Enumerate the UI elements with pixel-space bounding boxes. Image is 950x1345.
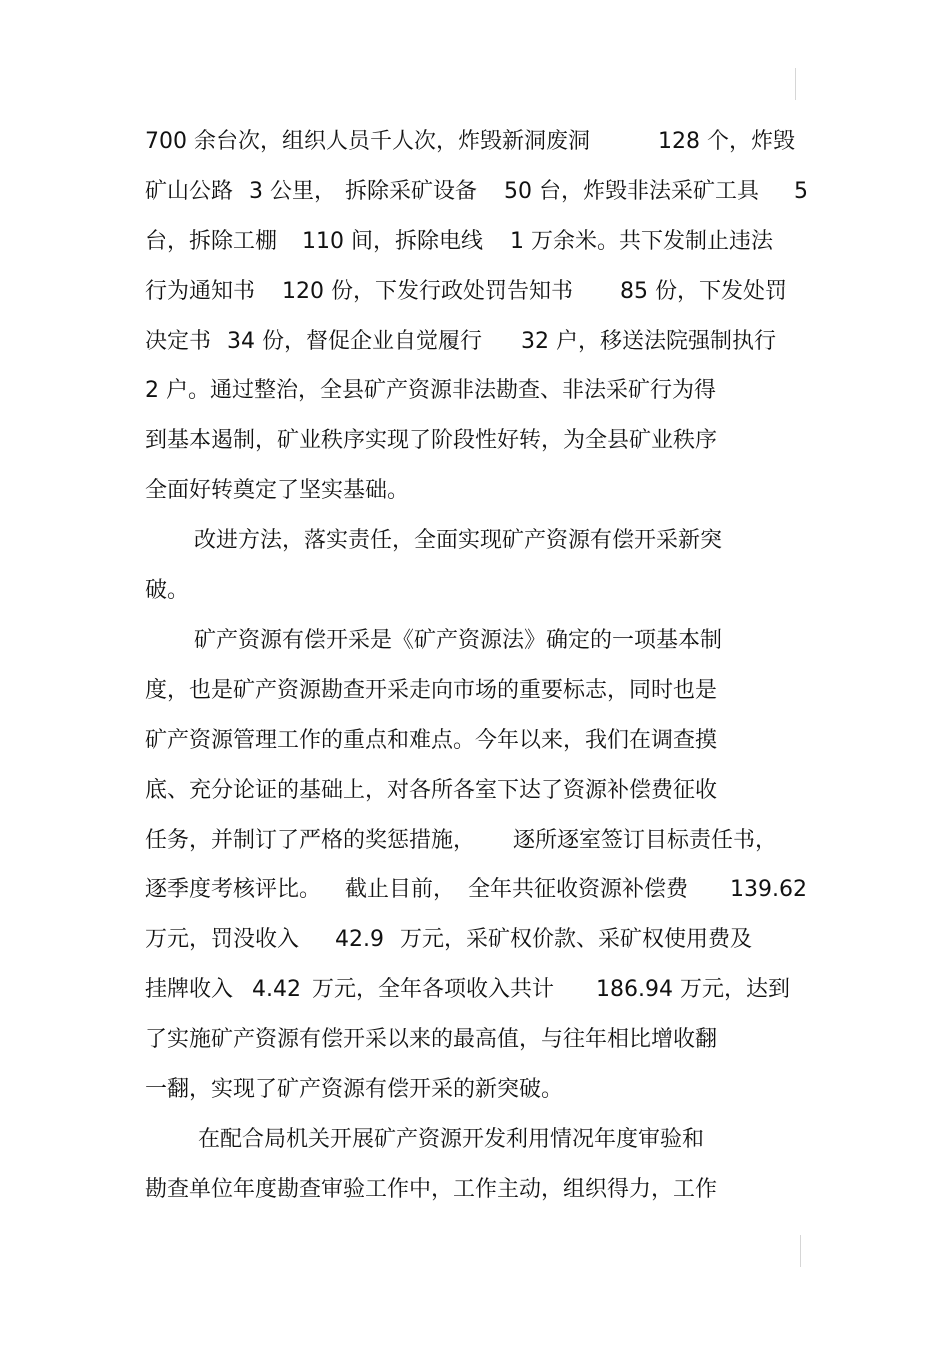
text-segment: 3 公里， (249, 179, 336, 204)
text-line (0, 821, 950, 861)
text-segment: 破。 (145, 578, 190, 603)
text-line (0, 172, 950, 212)
text-segment: 矿山公路 (145, 179, 234, 204)
text-line (0, 322, 950, 362)
text-segment: 底、充分论证的基础上，对各所各室下达了资源补偿费征收 (145, 778, 718, 803)
text-segment: 2 户。通过整治，全县矿产资源非法勘查、非法采矿行为得 (145, 378, 716, 403)
text-segment: 万元，全年各项收入共计 (312, 977, 555, 1002)
text-segment: 矿产资源有偿开采是《矿产资源法》确定的一项基本制 (194, 628, 723, 653)
text-line (0, 671, 950, 711)
text-segment: 50 台，炸毁非法采矿工具 (504, 179, 759, 204)
text-line (0, 870, 950, 910)
text-line (0, 1120, 950, 1160)
text-line (0, 721, 950, 761)
text-segment: 120 份，下发行政处罚告知书 (282, 279, 573, 304)
text-line (0, 222, 950, 262)
text-segment: 万元，达到 (680, 977, 791, 1002)
text-segment: 34 份，督促企业自觉履行 (227, 329, 482, 354)
text-segment: 4.42 (252, 977, 301, 1002)
text-line (0, 1020, 950, 1060)
text-line (0, 771, 950, 811)
text-line (0, 371, 950, 411)
text-segment: 128 个，炸毁 (658, 129, 795, 154)
text-segment: 截止目前， (345, 877, 456, 902)
text-segment: 逐所逐室签订目标责任书， (513, 828, 778, 853)
text-segment: 85 份，下发处罚 (620, 279, 787, 304)
text-line (0, 970, 950, 1010)
text-segment: 万元，罚没收入 (145, 927, 300, 952)
text-segment: 到基本遏制，矿业秩序实现了阶段性好转，为全县矿业秩序 (145, 428, 718, 453)
text-line (0, 1170, 950, 1210)
text-segment: 在配合局机关开展矿产资源开发利用情况年度审验和 (198, 1127, 705, 1152)
text-line (0, 272, 950, 312)
text-segment: 139.62 (730, 877, 807, 902)
text-segment: 一翻，实现了矿产资源有偿开采的新突破。 (145, 1077, 564, 1102)
text-segment: 186.94 (596, 977, 673, 1002)
text-segment: 任务，并制订了严格的奖惩措施， (145, 828, 476, 853)
text-segment: 1 万余米。共下发制止违法 (510, 229, 773, 254)
text-segment: 改进方法，落实责任，全面实现矿产资源有偿开采新突 (194, 528, 723, 553)
text-segment: 拆除采矿设备 (345, 179, 478, 204)
text-line (0, 920, 950, 960)
text-line (0, 1070, 950, 1110)
text-segment: 110 间，拆除电线 (302, 229, 483, 254)
text-segment: 42.9 (335, 927, 384, 952)
text-segment: 台，拆除工棚 (145, 229, 278, 254)
paragraph-heading (0, 521, 950, 561)
text-segment: 了实施矿产资源有偿开采以来的最高值，与往年相比增收翻 (145, 1027, 718, 1052)
page-corner-mark-top-right (795, 68, 796, 100)
text-segment: 全年共征收资源补偿费 (468, 877, 689, 902)
text-segment: 5 (794, 179, 808, 204)
text-segment: 万元，采矿权价款、采矿权使用费及 (400, 927, 753, 952)
text-segment: 挂牌收入 (145, 977, 234, 1002)
text-segment: 矿产资源管理工作的重点和难点。今年以来，我们在调查摸 (145, 728, 718, 753)
text-segment: 全面好转奠定了坚实基础。 (145, 478, 410, 503)
text-segment: 决定书 (145, 329, 212, 354)
text-line (0, 471, 950, 511)
page-corner-mark-bottom-right (800, 1235, 801, 1267)
text-segment: 32 户，移送法院强制执行 (521, 329, 776, 354)
text-segment: 700 余台次，组织人员千人次，炸毁新洞废洞 (145, 129, 590, 154)
text-segment: 度，也是矿产资源勘查开采走向市场的重要标志，同时也是 (145, 678, 718, 703)
text-line (0, 571, 950, 611)
text-segment: 逐季度考核评比。 (145, 877, 322, 902)
text-line (0, 122, 950, 162)
text-segment: 勘查单位年度勘查审验工作中，工作主动，组织得力，工作 (145, 1177, 718, 1202)
text-line (0, 421, 950, 461)
text-segment: 行为通知书 (145, 279, 256, 304)
text-line (0, 621, 950, 661)
